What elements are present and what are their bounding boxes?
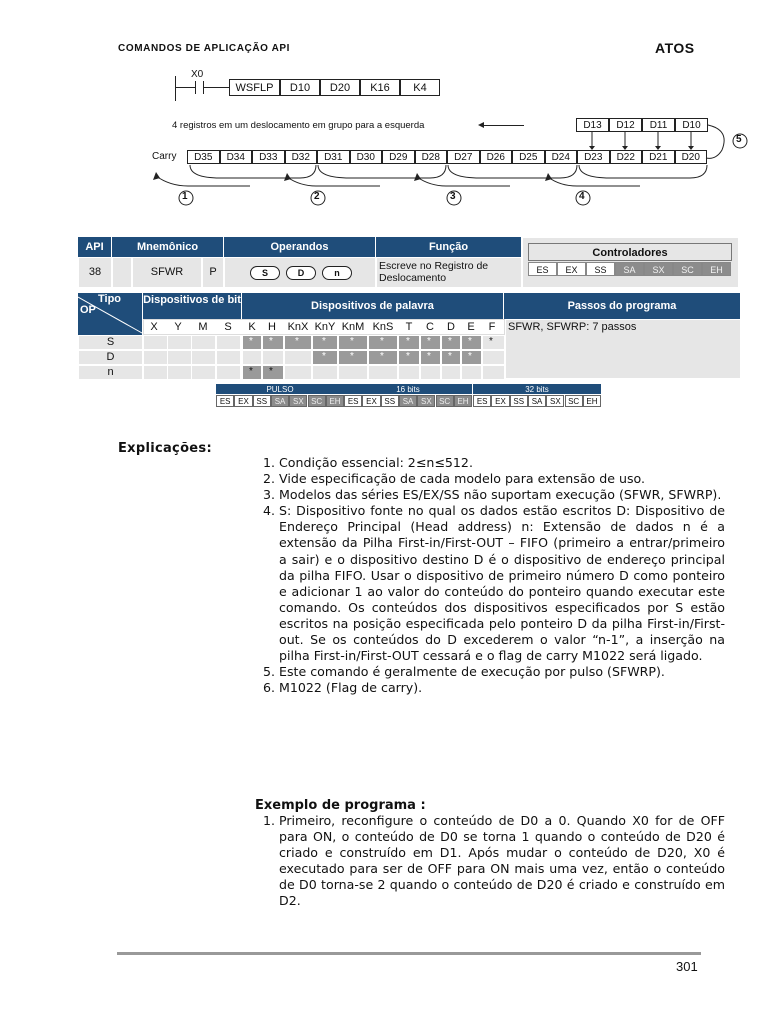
top-register: D11 [642, 118, 675, 132]
register-cell: D21 [642, 150, 675, 164]
pulse-model-cell: SX [289, 395, 307, 407]
controller-badge: SS [586, 262, 615, 276]
top-register: D12 [609, 118, 642, 132]
explanation-item: 6. M1022 (Flag de carry). [279, 680, 725, 696]
register-cell: D35 [187, 150, 220, 164]
word-cell [398, 365, 420, 380]
support-mark: * [380, 351, 384, 362]
top-register: D10 [675, 118, 708, 132]
example-title: Exemplo de programa : [255, 798, 426, 813]
register-cell: D28 [415, 150, 448, 164]
device-column-header: Y [174, 321, 182, 333]
support-mark: * [295, 336, 299, 347]
carry-label: Carry [152, 151, 177, 162]
bit-cell [216, 350, 241, 365]
explanation-item: 2. Vide especificação de cada modelo para extensão de uso. [279, 471, 725, 487]
pulse-model-cell: SS [253, 395, 271, 407]
bit-cell [191, 335, 216, 350]
instr-op1: D10 [280, 79, 320, 96]
bit-cell [216, 335, 241, 350]
device-row-label: D [78, 350, 143, 365]
pulse-model-cell: SA [399, 395, 417, 407]
support-mark: * [380, 336, 384, 347]
explanations-title: Explicações: [118, 441, 212, 456]
device-column-header: KnS [372, 321, 394, 333]
device-column-header: KnX [287, 321, 309, 333]
pulse-group-header: PULSO [216, 384, 344, 394]
word-cell [482, 350, 505, 365]
register-cell: D31 [317, 150, 350, 164]
support-mark: * [350, 351, 354, 362]
word-cell [284, 365, 312, 380]
step-number: 1 [182, 191, 188, 202]
pulse-group-header: 32 bits [473, 384, 601, 394]
explanation-item: 3. Modelos das séries ES/EX/SS não suportam execução (SFWR, SFWRP). [279, 487, 725, 503]
bit-cell [143, 335, 168, 350]
pulse-model-cell: SC [436, 395, 454, 407]
col-operands: Operandos [224, 237, 376, 257]
register-cell: D20 [675, 150, 708, 164]
register-cell: D22 [610, 150, 643, 164]
pulse-model-cell: ES [344, 395, 362, 407]
type-label: Tipo [98, 293, 122, 305]
controller-badge: SA [615, 262, 644, 276]
support-mark: * [249, 336, 253, 347]
op-label: OP [80, 304, 96, 316]
example-item: 1. Primeiro, reconfigure o conteúdo de D0 a 0. Quando X0 for de OFF para ON, o conteúdo de D0 se torna 1 quando o conteúdo de D20 é criado e construído em D1. Após mudar o conteúdo de D20, X0 é executado para ser de OFF para ON mais uma vez, então o conteúdo de D0 torna-se 2 quando o conteúdo de D20 é criado e construído em D2. [279, 813, 725, 910]
register-cell: D30 [350, 150, 383, 164]
pulse-model-cell: SS [381, 395, 399, 407]
pulse-model-cell: ES [216, 395, 234, 407]
brand-name: ATOS [655, 40, 695, 56]
support-mark: * [489, 336, 493, 347]
shift-arrows [0, 0, 768, 220]
instr-op3: K16 [360, 79, 400, 96]
device-column-header: F [488, 321, 496, 333]
register-cell: D34 [220, 150, 253, 164]
explanations-list [255, 455, 725, 696]
pulse-model-cell: SC [565, 395, 583, 407]
col-api: API [78, 237, 112, 257]
register-cell: D33 [252, 150, 285, 164]
support-mark: * [406, 336, 410, 347]
instr-op4: K4 [400, 79, 440, 96]
bit-cell [143, 365, 168, 380]
mnemonic: SFWR [132, 257, 202, 288]
word-cell [338, 365, 368, 380]
device-column-header: X [150, 321, 158, 333]
controller-badge: SX [644, 262, 673, 276]
top-register: D13 [576, 118, 609, 132]
support-mark: * [406, 351, 410, 362]
support-mark: * [269, 366, 273, 377]
bit-cell [191, 365, 216, 380]
operand-s: S [250, 266, 280, 280]
pulse-model-cell: ES [473, 395, 491, 407]
explanation-item: 4. S: Dispositivo fonte no qual os dados estão escritos D: Dispositivo de Endereço Principal (Head address) n: Extensão de dados n é a extensão da Pilha First-in/First-OUT – FIFO (primeiro a entrar/primeiro a sair) e o dispositivo destino D é o dispositivo de endereço principal da pilha FIFO. Usar o dispositivo de primeiro número D como ponteiro e adicionar 1 ao valor do conteúdo do ponteiro quando executar este comando. Os conteúdos dos dispositivos especificados por S estão escritos na posição especificada pelo ponteiro D da pilha First-in/First-out. Se os conteúdos do D excederem o valor “n-1”, a inserção na pilha First-in/First-OUT cessará e o flag de carry M1022 será ligado. [279, 503, 725, 664]
word-cell [420, 365, 441, 380]
controllers-title: Controladores [528, 243, 732, 261]
word-cell [262, 365, 284, 380]
col-mnemonic: Mnemônico [112, 237, 224, 257]
step-number: 5 [736, 134, 742, 145]
word-cell [368, 365, 398, 380]
pulse-model-cell: SC [308, 395, 326, 407]
bit-cell [216, 365, 241, 380]
word-cell [461, 365, 482, 380]
bit-cell [167, 335, 192, 350]
page-number: 301 [676, 959, 698, 974]
pulse-model-cell: SX [546, 395, 564, 407]
bit-cell [191, 350, 216, 365]
word-cell [312, 365, 338, 380]
device-row-label: n [78, 365, 143, 380]
instr-mnemonic: WSFLP [229, 79, 280, 96]
device-row-label: S [78, 335, 143, 350]
section-title: COMANDOS DE APLICAÇÃO API [118, 43, 291, 54]
support-mark: * [468, 336, 472, 347]
support-mark: * [350, 336, 354, 347]
pulse-model-cell: EH [326, 395, 344, 407]
pulse-flag: P [202, 257, 224, 288]
register-cell: D27 [447, 150, 480, 164]
step-number: 3 [450, 191, 456, 202]
register-cell: D26 [480, 150, 513, 164]
pulse-model-cell: EH [454, 395, 472, 407]
step-number: 4 [579, 191, 585, 202]
device-column-header: E [467, 321, 475, 333]
device-column-header: T [405, 321, 413, 333]
register-cell: D23 [577, 150, 610, 164]
function-text: Escreve no Registro de Deslocamento [376, 257, 522, 288]
support-mark: * [269, 336, 273, 347]
device-column-header: M [198, 321, 208, 333]
pulse-model-cell: EX [362, 395, 380, 407]
word-header: Dispositivos de palavra [242, 293, 504, 319]
register-cell: D25 [512, 150, 545, 164]
word-cell [284, 350, 312, 365]
word-cell [262, 335, 284, 350]
operand-n: n [322, 266, 352, 280]
controller-badge: EX [557, 262, 586, 276]
pulse-group-header: 16 bits [344, 384, 472, 394]
controller-badge: SC [673, 262, 702, 276]
word-cell [441, 365, 461, 380]
register-cell: D32 [285, 150, 318, 164]
step-number: 2 [314, 191, 320, 202]
pulse-model-cell: SA [271, 395, 289, 407]
type-op-header [78, 293, 143, 335]
footer-rule [117, 952, 701, 955]
pulse-model-cell: SA [528, 395, 546, 407]
support-mark: * [448, 336, 452, 347]
explanation-item: 5. Este comando é geralmente de execução por pulso (SFWRP). [279, 664, 725, 680]
steps-header: Passos do programa [504, 293, 741, 319]
device-column-header: KnY [314, 321, 336, 333]
instr-op2: D20 [320, 79, 360, 96]
api-number: 38 [78, 257, 112, 288]
controller-badge: ES [528, 262, 557, 276]
support-mark: * [427, 351, 431, 362]
bit-cell [143, 350, 168, 365]
word-cell [482, 365, 505, 380]
pulse-model-cell: SS [510, 395, 528, 407]
register-cell: D29 [382, 150, 415, 164]
controller-badge: EH [702, 262, 731, 276]
device-column-header: C [426, 321, 434, 333]
word-cell [262, 350, 284, 365]
example-list [255, 813, 725, 910]
register-cell: D24 [545, 150, 578, 164]
device-column-header: D [447, 321, 455, 333]
explanation-item: 1. Condição essencial: 2≤n≤512. [279, 455, 725, 471]
pulse-model-cell: EX [491, 395, 509, 407]
shift-note: 4 registros em um deslocamento em grupo para a esquerda [172, 120, 425, 131]
support-mark: * [468, 351, 472, 362]
device-column-header: KnM [341, 321, 365, 333]
contact-label: X0 [191, 69, 204, 80]
support-mark: * [448, 351, 452, 362]
word-cell [242, 350, 262, 365]
support-mark: * [427, 336, 431, 347]
support-mark: * [322, 351, 326, 362]
device-column-header: S [224, 321, 232, 333]
support-mark: * [249, 366, 253, 377]
bit-header: Dispositivos de bit [143, 293, 242, 319]
pulse-model-cell: EH [583, 395, 601, 407]
pulse-model-cell: SX [417, 395, 435, 407]
col-function: Função [376, 237, 522, 257]
steps-text: SFWR, SFWRP: 7 passos [508, 321, 637, 333]
bit-cell [167, 350, 192, 365]
word-cell [482, 335, 505, 350]
spacer [112, 257, 132, 288]
bit-cell [167, 365, 192, 380]
pulse-model-cell: EX [234, 395, 252, 407]
device-column-header: H [268, 321, 276, 333]
device-column-header: K [248, 321, 256, 333]
support-mark: * [322, 336, 326, 347]
operand-d: D [286, 266, 316, 280]
